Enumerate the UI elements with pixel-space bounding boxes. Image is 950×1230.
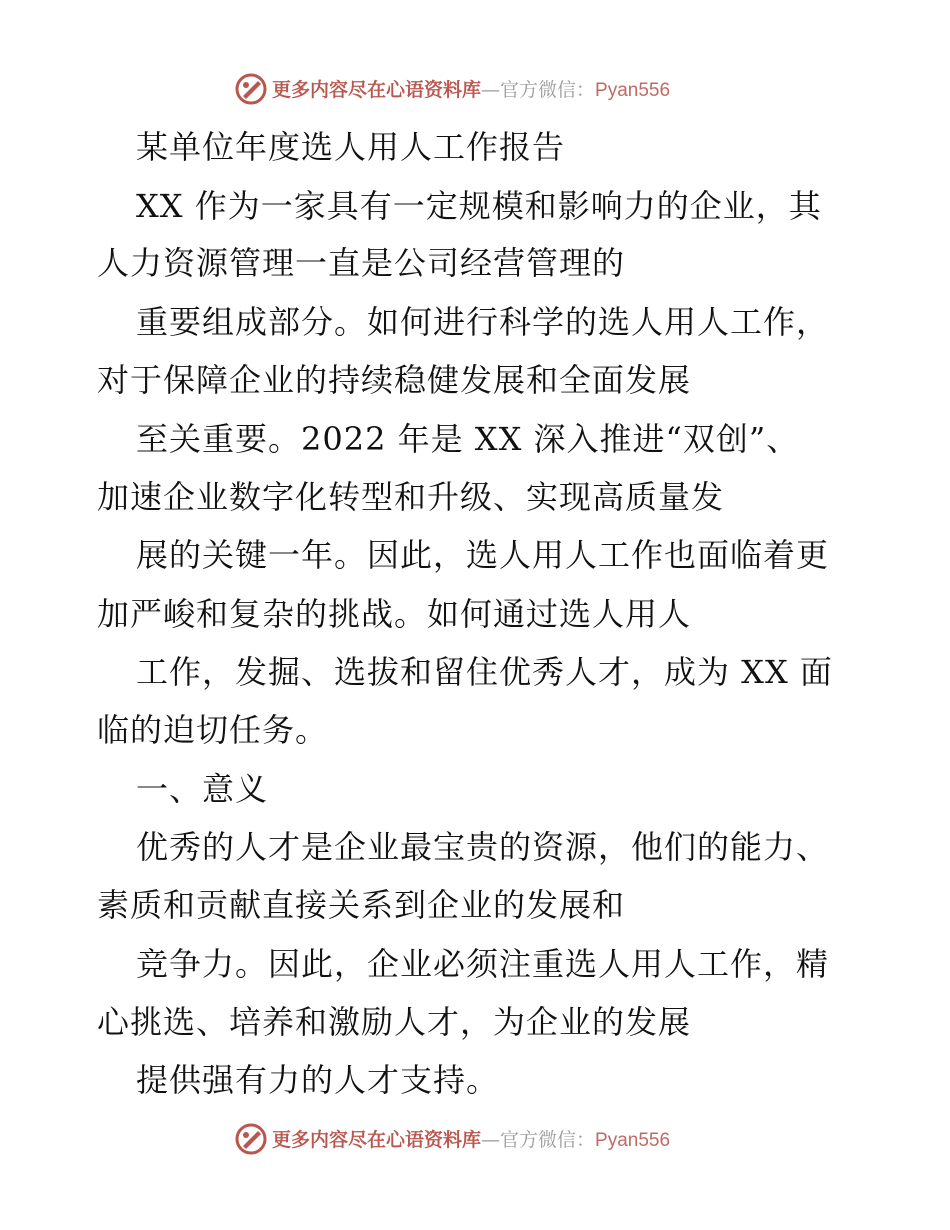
text-line: 素质和贡献直接关系到企业的发展和: [97, 886, 626, 924]
text-line: XX 作为一家具有一定规模和影响力的企业，其: [136, 187, 822, 225]
banner-official-label: 官方微信：: [500, 79, 596, 101]
banner-official-label: 官方微信：: [500, 1129, 596, 1151]
logo-icon: [234, 72, 268, 106]
text-line: 展的关键一年。因此，选人用人工作也面临着更: [136, 536, 830, 574]
banner-separator: —: [481, 1129, 501, 1151]
text-line: 重要组成部分。如何进行科学的选人用人工作，: [136, 303, 830, 341]
header-banner: [0, 70, 950, 110]
logo-icon: [234, 1122, 268, 1156]
banner-wechat-id: Pyan556: [595, 80, 671, 101]
text-line: 提供强有力的人才支持。: [136, 1061, 500, 1099]
text-line: 加速企业数字化转型和升级、实现高质量发: [97, 478, 725, 516]
section-heading: 一、意义: [136, 770, 269, 808]
banner-main-text: 更多内容尽在心语资料库: [272, 79, 482, 101]
text-line: 心挑选、培养和激励人才，为企业的发展: [97, 1003, 692, 1041]
footer-banner: [0, 1120, 950, 1160]
text-line: 人力资源管理一直是公司经营管理的: [97, 244, 626, 282]
banner-text: [272, 1126, 670, 1154]
text-line: 对于保障企业的持续稳健发展和全面发展: [97, 361, 692, 399]
banner-separator: —: [481, 79, 501, 101]
document-title: 某单位年度选人用人工作报告: [136, 128, 566, 166]
banner-main-text: 更多内容尽在心语资料库: [272, 1129, 482, 1151]
text-line: 临的迫切任务。: [97, 711, 329, 749]
banner-text: [272, 76, 670, 104]
banner-wechat-id: Pyan556: [595, 1130, 671, 1151]
text-line: 优秀的人才是企业最宝贵的资源，他们的能力、: [136, 828, 830, 866]
text-line: 工作，发掘、选拔和留住优秀人才，成为 XX 面: [136, 653, 833, 691]
text-line: 竞争力。因此，企业必须注重选人用人工作，精: [136, 945, 830, 983]
text-line: 加严峻和复杂的挑战。如何通过选人用人: [97, 595, 692, 633]
text-line: 至关重要。2022 年是 XX 深入推进“双创”、: [136, 420, 800, 458]
